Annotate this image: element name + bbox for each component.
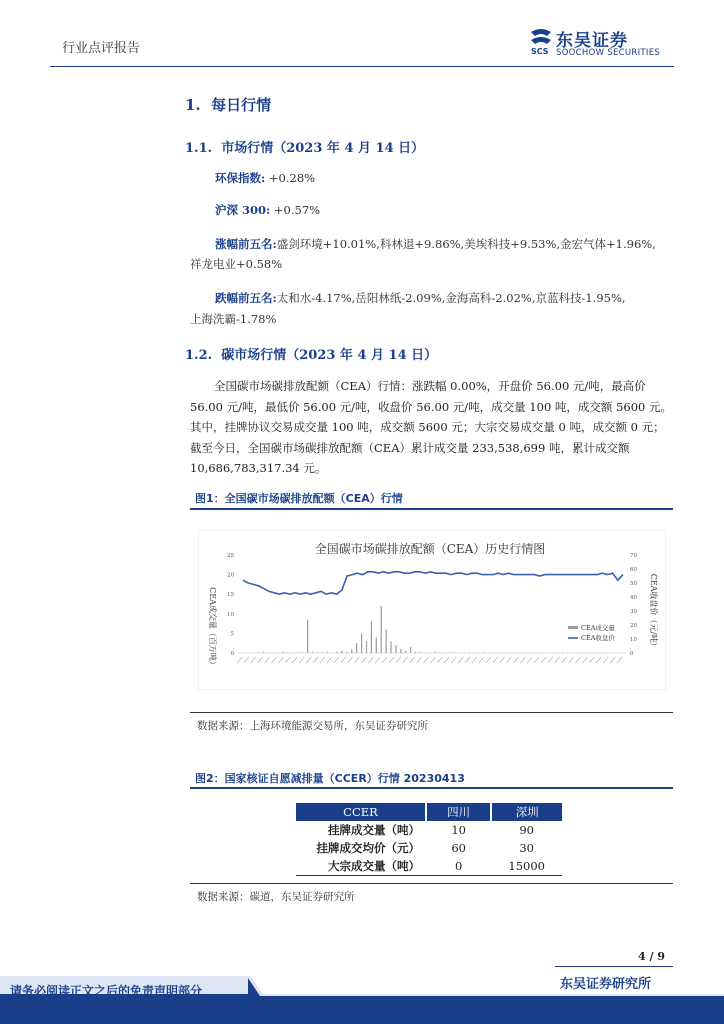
y-left-tick: 20 [227,572,234,579]
volume-bar [356,643,357,653]
volume-bar [283,652,284,653]
volume-bar [351,649,352,653]
y-right-tick: 10 [630,637,637,643]
cell: 0 [455,859,463,873]
section-1-heading [185,94,271,115]
logo-mark-text: SCS [531,47,549,56]
section-title: 碳市场行情（2023 年 4 月 14 日） [221,348,438,363]
volume-bar [341,651,342,653]
y-left-tick: 25 [227,553,234,559]
figure-1-top-rule [190,508,673,510]
top-losers-line [215,288,680,308]
item-label: 涨幅前五名: [215,237,277,251]
section-title: 市场行情（2023 年 4 月 14 日） [221,141,425,156]
y-right-tick: 20 [630,623,637,629]
ccer-table [296,803,562,876]
figure-1-bottom-rule [190,712,673,713]
figure-2-caption: 图2：国家核证自愿减排量（CCER）行情 20230413 [195,772,465,785]
footer-rule [555,966,673,967]
volume-bar [386,629,387,653]
volume-bar [405,651,406,653]
col-header: 深圳 [491,803,562,821]
row-label: 大宗成交量（吨） [327,859,420,873]
volume-bar [410,647,411,653]
top-losers-cont: 上海洗霸-1.78% [190,312,277,326]
table-row [296,839,562,857]
volume-bar [312,652,313,653]
legend-volume-swatch [568,626,578,629]
item-value: +0.28% [265,171,316,185]
figure-2-source: 数据来源：碳道，东吴证券研究所 [197,891,355,903]
y-left-tick: 15 [227,592,234,599]
section-number: 1. [185,96,201,114]
cell: 10 [451,823,466,837]
top-gainers-cont: 祥龙电业+0.58% [190,257,283,271]
report-category: 行业点评报告 [62,41,141,56]
row-label: 挂牌成交均价（元） [316,841,420,855]
cea-chart [198,530,666,690]
legend-price: CEA收盘价 [581,634,615,642]
figure-2-top-rule [190,787,673,789]
table-row [296,821,562,839]
y-left-tick: 5 [230,631,234,638]
volume-bar [400,649,401,653]
volume-bar [307,620,308,653]
y-left-tick: 0 [230,651,234,657]
hs300-line [215,200,320,220]
volume-bar [435,652,436,653]
cell: 60 [451,841,466,855]
top-gainers-line [215,234,680,254]
volume-bar [371,622,372,653]
logo-cn: 东吴证券 [556,31,628,51]
logo-en: SOOCHOW SECURITIES [556,48,661,58]
table-row [296,857,562,876]
figure-1-caption: 图1：全国碳市场碳排放配额（CEA）行情 [195,492,403,505]
item-label: 沪深 300: [215,203,271,217]
figure-2-bottom-rule [190,883,673,884]
section-number: 1.1. [185,141,213,156]
section-1-1-heading [185,137,424,156]
page-number: 4 / 9 [638,950,665,963]
volume-bar [415,652,416,653]
section-1-2-heading [185,344,437,363]
volume-bar [327,652,328,653]
figure-1-source: 数据来源：上海环境能源交易所，东吴证券研究所 [197,720,428,732]
y-left-tick: 10 [227,611,234,618]
y-right-tick: 60 [630,567,637,573]
y-right-label: CEA收盘价（元/吨） [649,573,658,651]
volume-bar [376,637,377,653]
item-label: 环保指数: [215,171,266,185]
volume-bar [484,652,485,653]
volume-bar [449,652,450,653]
item-label: 跌幅前五名: [215,291,277,305]
chart-title: 全国碳市场碳排放配额（CEA）历史行情图 [314,542,546,556]
y-right-tick: 40 [630,595,637,601]
y-right-tick: 0 [630,651,634,657]
volume-bar [366,641,367,653]
item-value: +0.57% [270,203,321,217]
soochow-logo-icon [528,26,554,56]
item-value: 太和水-4.17%,岳阳林纸-2.09%,金海高科-2.02%,京蓝科技-1.95%, [276,291,626,305]
volume-bar [346,652,347,653]
section-number: 1.2. [185,348,213,363]
disclaimer-text: 请务必阅读正文之后的免责声明部分 [10,984,203,998]
volume-bar [263,652,264,653]
y-right-tick: 70 [630,553,637,559]
volume-bar [381,606,382,653]
cell: 15000 [508,859,545,873]
y-left-label: CEA成交量（百万吨） [208,587,217,669]
y-right-tick: 30 [630,609,637,615]
table-header-row [296,803,562,821]
item-value: 盛剑环境+10.01%,科林退+9.86%,美埃科技+9.53%,金宏气体+1.96%, [276,237,656,251]
row-label: 挂牌成交量（吨） [327,823,420,837]
col-header: CCER [296,803,426,821]
y-right-tick: 50 [630,581,637,587]
volume-bar [361,633,362,653]
volume-bar [420,652,421,653]
cell: 30 [519,841,534,855]
header-divider [50,66,674,67]
col-header: 四川 [426,803,491,821]
section-title: 每日行情 [211,96,272,114]
volume-bar [336,652,337,653]
volume-bar [297,652,298,653]
legend-volume: CEA成交量 [581,624,615,632]
env-index-line [215,168,315,188]
cell: 90 [519,823,534,837]
volume-bar [395,645,396,653]
volume-bar [390,641,391,653]
footer-org: 东吴证券研究所 [560,977,652,992]
carbon-market-paragraph: 全国碳市场碳排放配额（CEA）行情：涨跌幅 0.00%，开盘价 56.00 元/吨，最高价 56.00 元/吨，最低价 56.00 元/吨，收盘价 56.00 元/吨，成交量 100 吨，成交额 5600 元。其中，挂牌协议交易成交量 100 吨，成交额 5600 元；大宗交易成交量 0 吨，成交额 0 元；截至今日，全国碳市场碳排放配额（CEA）累计成交量 233,538,699 吨，累计成交额 10,686,783,317.34 元。 [190,379,673,475]
